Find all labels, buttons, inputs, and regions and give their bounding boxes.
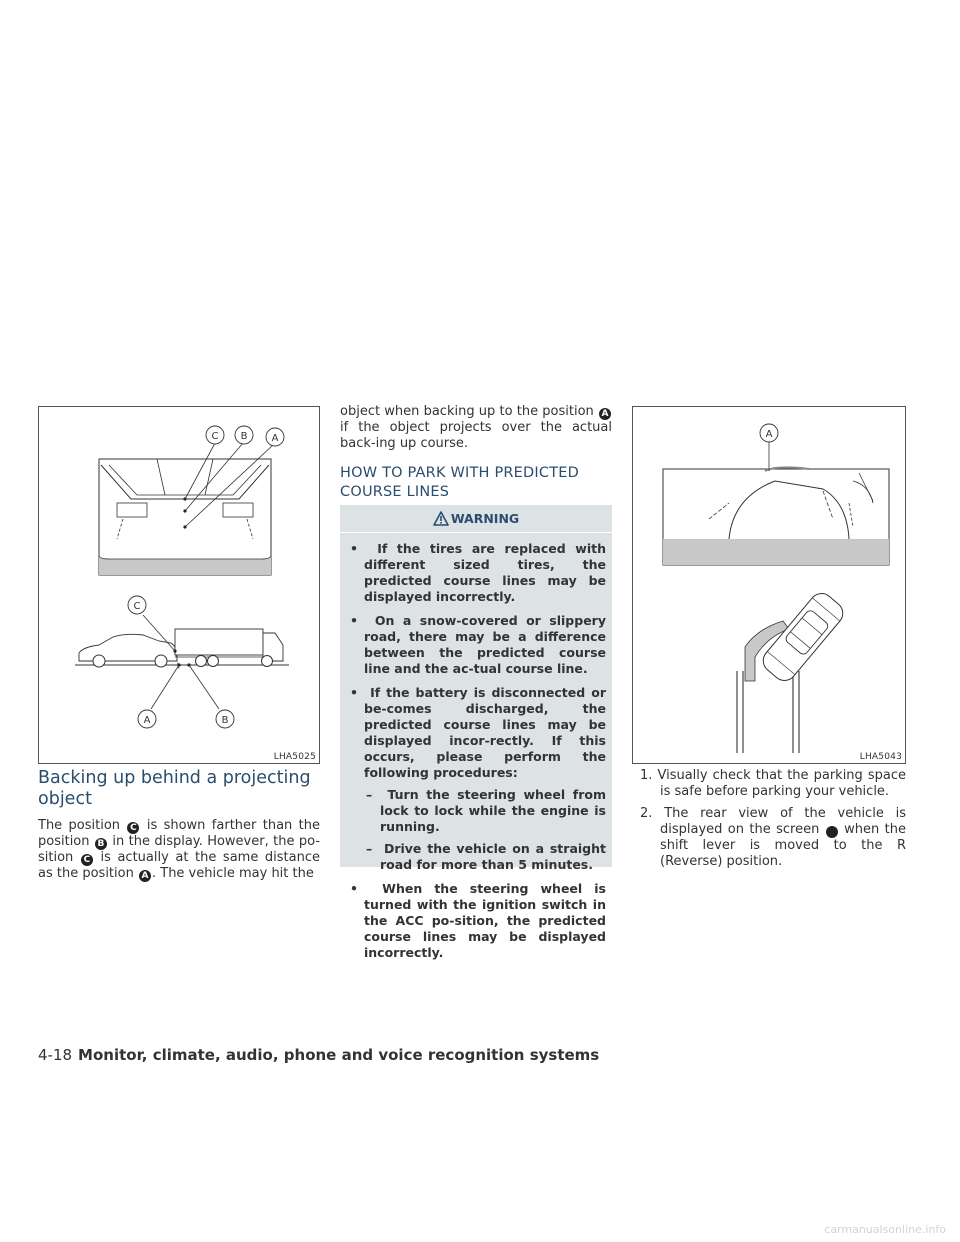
parking-illustration bbox=[633, 407, 905, 763]
marker-c: C bbox=[127, 822, 139, 834]
warning-triangle-icon bbox=[433, 511, 449, 526]
label-a-screen: A bbox=[765, 429, 773, 440]
marker-a: A bbox=[139, 870, 151, 882]
label-a-top: A bbox=[271, 433, 279, 444]
warning-box bbox=[340, 505, 612, 960]
chapter-title: Monitor, climate, audio, phone and voice recognition systems bbox=[78, 1046, 600, 1064]
watermark: carmanualsonline.info bbox=[824, 1223, 946, 1236]
label-c-top: C bbox=[211, 431, 219, 442]
label-a-side: A bbox=[143, 715, 151, 726]
warning-item: • On a snow-covered or slippery road, there may be a difference between the predicted course line and the ac-tual course line. bbox=[350, 613, 606, 676]
warning-item: • When the steering wheel is turned with the ignition switch in the ACC po-sition, the predicted course lines may be displayed incorrectly. bbox=[350, 881, 606, 960]
warning-title: WARNING bbox=[450, 511, 520, 526]
heading-backing-up: Backing up behind a projecting object bbox=[38, 768, 311, 809]
page-number: 4-18 bbox=[38, 1046, 73, 1064]
figure-id-right: LHA5043 bbox=[859, 752, 902, 762]
marker-c: C bbox=[81, 854, 93, 866]
paragraph-continued: object when backing up to the position A if the object projects over the actual back-ing up course. bbox=[340, 404, 612, 451]
paragraph-backing-up: The position C is shown farther than the position B in the display. However, the po-sition C is actually at the same distance as the position A . The vehicle may hit the bbox=[38, 818, 321, 881]
warning-item: • If the battery is disconnected or be-comes discharged, the predicted course lines may be displayed incor-rectly. If this occurs, please perform the following procedures: bbox=[350, 685, 606, 780]
step-1: 1. Visually check that the parking space is safe before parking your vehicle. bbox=[640, 768, 906, 799]
marker-a: A bbox=[599, 408, 611, 420]
figure-park-predicted-lines bbox=[632, 406, 906, 764]
step-2: 2. The rear view of the vehicle is displayed on the screen A when the shift lever is moved to the R (Reverse) position. bbox=[640, 806, 906, 869]
label-b-top: B bbox=[240, 431, 248, 442]
projecting-object-illustration bbox=[39, 407, 319, 763]
warning-header bbox=[340, 505, 612, 533]
marker-b: B bbox=[95, 838, 107, 850]
parking-steps bbox=[632, 768, 906, 876]
page-footer bbox=[38, 1046, 599, 1064]
warning-subitem: – Turn the steering wheel from lock to lock while the engine is running. bbox=[366, 787, 606, 834]
label-b-side: B bbox=[221, 715, 229, 726]
warning-subitem: – Drive the vehicle on a straight road for more than 5 minutes. bbox=[366, 841, 606, 872]
marker-a: A bbox=[826, 826, 838, 838]
figure-id-left: LHA5025 bbox=[273, 752, 316, 762]
section-backing-up bbox=[38, 768, 320, 882]
figure-projecting-object bbox=[38, 406, 320, 764]
column-predicted-lines bbox=[340, 404, 612, 514]
label-c-side: C bbox=[133, 601, 141, 612]
heading-predicted-course-lines: HOW TO PARK WITH PREDICTED COURSE LINES bbox=[340, 465, 579, 500]
warning-item: • If the tires are replaced with different sized tires, the predicted course lines may be displayed incorrectly. bbox=[350, 541, 606, 604]
